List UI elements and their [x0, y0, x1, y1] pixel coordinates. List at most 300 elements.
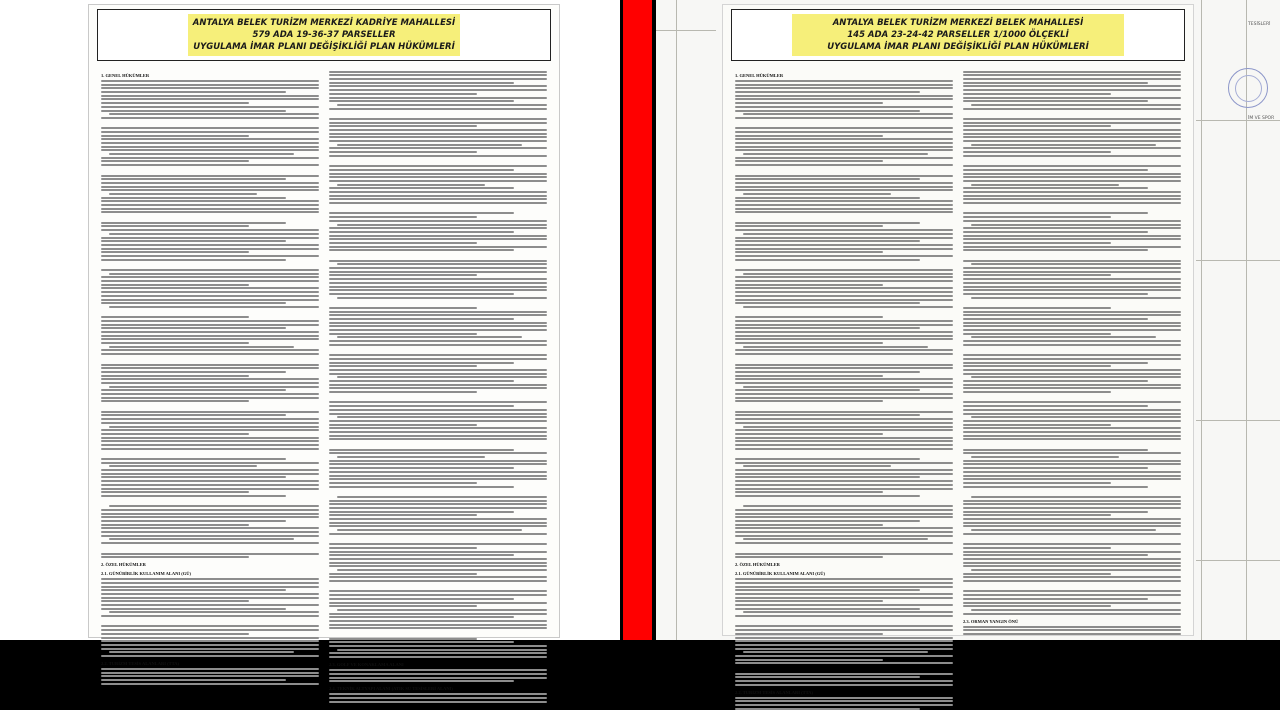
text-line: [735, 422, 953, 424]
text-line: [735, 142, 953, 144]
text-line: [735, 673, 953, 675]
text-line: [963, 605, 1111, 607]
text-line: [101, 422, 319, 424]
map-line: [1196, 420, 1280, 421]
paragraph-gap: [101, 499, 319, 504]
text-line: [101, 418, 319, 420]
text-line: [963, 293, 1148, 295]
paragraph-gap: [735, 404, 953, 409]
text-line: [735, 700, 953, 702]
text-line: [329, 93, 477, 95]
text-line: [329, 267, 547, 269]
text-line: [329, 624, 547, 626]
text-line: [735, 429, 953, 431]
text-line: [109, 651, 294, 653]
text-line: [329, 590, 547, 592]
right-title-line-1: ANTALYA BELEK TURİZM MERKEZİ BELEK MAHALLESİ: [832, 18, 1084, 28]
right-section-special: 2. ÖZEL HÜKÜMLER: [735, 562, 780, 568]
text-line: [101, 542, 319, 544]
text-line: [101, 535, 319, 537]
left-col2-lines-a: [329, 71, 547, 658]
text-line: [109, 386, 319, 388]
text-line: [963, 478, 1181, 480]
text-line: [963, 212, 1148, 214]
left-section-general: 1. GENEL HÜKÜMLER: [101, 73, 150, 78]
text-line: [963, 260, 1181, 262]
paragraph-gap: [963, 111, 1181, 116]
text-line: [101, 142, 319, 144]
text-line: [101, 615, 319, 617]
text-line: [101, 553, 319, 555]
paragraph-gap: [735, 546, 953, 551]
text-line: [735, 473, 953, 475]
text-line: [329, 677, 547, 679]
text-line: [735, 513, 953, 515]
text-line: [329, 82, 514, 84]
text-line: [329, 373, 547, 375]
text-line: [743, 346, 928, 348]
text-line: [337, 224, 547, 226]
left-title-highlight: [188, 14, 460, 56]
text-line: [971, 609, 1181, 611]
text-line: [329, 573, 477, 575]
text-line: [337, 529, 522, 531]
text-line: [963, 216, 1111, 218]
text-line: [735, 127, 953, 129]
text-line: [735, 704, 953, 706]
text-line: [963, 329, 1181, 331]
text-line: [963, 231, 1148, 233]
text-line: [735, 353, 953, 355]
text-line: [101, 160, 249, 162]
right-col1-lines-b: [735, 578, 953, 686]
text-line: [329, 133, 547, 135]
text-line: [735, 284, 883, 286]
text-line: [109, 153, 294, 155]
text-line: [735, 542, 953, 544]
text-line: [963, 435, 1181, 437]
text-line: [963, 409, 1181, 411]
text-line: [735, 200, 953, 202]
text-line: [329, 191, 547, 193]
text-line: [101, 259, 286, 261]
text-line: [963, 71, 1181, 73]
paragraph-gap: [101, 310, 319, 315]
text-line: [735, 364, 953, 366]
text-line: [329, 246, 547, 248]
text-line: [963, 85, 1181, 87]
text-line: [329, 314, 547, 316]
text-line: [735, 484, 953, 486]
left-title-line-3: UYGULAMA İMAR PLANI DEĞİŞİKLİĞİ PLAN HÜKÜMLERİ: [193, 42, 455, 52]
text-line: [963, 629, 1181, 631]
text-line: [743, 306, 953, 308]
paragraph-gap: [735, 499, 953, 504]
text-line: [743, 426, 953, 428]
text-line: [329, 147, 547, 149]
text-line: [735, 102, 883, 104]
text-line: [735, 593, 953, 595]
text-line: [329, 286, 547, 288]
text-line: [963, 565, 1181, 567]
text-line: [735, 327, 920, 329]
text-line: [963, 626, 1181, 628]
text-line: [963, 613, 1181, 615]
text-line: [971, 263, 1181, 265]
text-line: [963, 590, 1181, 592]
text-line: [337, 456, 485, 458]
text-line: [329, 202, 547, 204]
text-line: [963, 482, 1111, 484]
text-line: [963, 100, 1148, 102]
text-line: [101, 382, 319, 384]
text-line: [743, 651, 928, 653]
text-line: [735, 462, 953, 464]
map-line: [1196, 260, 1280, 261]
left-document-page: [88, 4, 560, 692]
text-line: [963, 543, 1181, 545]
text-line: [735, 697, 953, 699]
text-line: [735, 244, 953, 246]
paragraph-gap: [735, 262, 953, 267]
text-line: [101, 495, 286, 497]
paragraph-gap: [963, 253, 1181, 258]
text-line: [101, 527, 319, 529]
text-line: [329, 518, 547, 520]
text-line: [963, 554, 1148, 556]
paragraph-gap: [963, 537, 1181, 542]
text-line: [101, 516, 319, 518]
text-line: [101, 437, 319, 439]
text-line: [329, 627, 547, 629]
text-line: [329, 533, 547, 535]
text-line: [337, 569, 547, 571]
paragraph-gap: [101, 262, 319, 267]
text-line: [329, 673, 547, 675]
text-line: [329, 562, 547, 564]
text-line: [329, 652, 547, 654]
text-line: [329, 220, 547, 222]
text-line: [735, 276, 953, 278]
text-line: [329, 616, 514, 618]
text-line: [735, 637, 953, 639]
text-line: [101, 342, 249, 344]
paragraph-gap: [735, 666, 953, 671]
paragraph-gap: [735, 121, 953, 126]
right-column-1: [735, 69, 953, 695]
text-line: [963, 522, 1181, 524]
text-line: [963, 387, 1181, 389]
left-column-1: [101, 69, 319, 666]
left-col1-lines-b: [101, 578, 319, 657]
text-line: [101, 440, 319, 442]
text-line: [101, 248, 319, 250]
text-line: [101, 204, 319, 206]
text-line: [109, 113, 319, 115]
text-line: [101, 110, 286, 112]
text-line: [963, 463, 1181, 465]
paragraph-gap: [329, 300, 547, 305]
right-sub-gunubirlik: 2.1. GÜNÜBİRLİK KULLANIM ALANI (GÜ): [735, 571, 826, 577]
text-line: [101, 371, 286, 373]
text-line: [735, 556, 883, 558]
text-line: [971, 376, 1181, 378]
text-line: [735, 524, 883, 526]
text-line: [329, 460, 547, 462]
text-line: [735, 211, 953, 213]
text-line: [329, 431, 547, 433]
text-line: [963, 176, 1181, 178]
paragraph-gap: [963, 489, 1181, 494]
text-line: [735, 655, 953, 657]
text-line: [735, 225, 883, 227]
text-line: [963, 140, 1181, 142]
text-line: [963, 573, 1111, 575]
text-line: [329, 475, 547, 477]
text-line: [735, 520, 920, 522]
text-line: [329, 354, 547, 356]
text-line: [735, 488, 953, 490]
text-line: [337, 104, 547, 106]
text-line: [329, 344, 547, 346]
text-line: [963, 562, 1181, 564]
text-line: [735, 87, 953, 89]
text-line: [735, 248, 953, 250]
text-line: [101, 556, 249, 558]
text-line: [735, 338, 953, 340]
text-line: [101, 291, 319, 293]
text-line: [329, 605, 477, 607]
text-line: [963, 449, 1148, 451]
text-line: [735, 349, 953, 351]
text-line: [101, 476, 286, 478]
text-line: [963, 344, 1181, 346]
text-line: [101, 378, 319, 380]
text-line: [101, 429, 319, 431]
text-line: [735, 186, 953, 188]
text-line: [971, 569, 1181, 571]
text-line: [963, 136, 1181, 138]
text-line: [329, 543, 547, 545]
text-line: [735, 189, 953, 191]
text-line: [963, 307, 1111, 309]
text-line: [963, 78, 1181, 80]
text-line: [963, 195, 1181, 197]
text-line: [329, 452, 547, 454]
text-line: [101, 127, 319, 129]
text-line: [963, 633, 1181, 635]
text-line: [329, 384, 547, 386]
text-line: [101, 364, 319, 366]
text-line: [329, 638, 477, 640]
text-line: [101, 593, 319, 595]
text-line: [329, 195, 547, 197]
text-line: [329, 420, 547, 422]
text-line: [971, 336, 1156, 338]
text-line: [101, 640, 319, 642]
text-line: [101, 578, 319, 580]
paragraph-gap: [735, 168, 953, 173]
text-line: [735, 269, 953, 271]
text-line: [329, 641, 514, 643]
text-line: [101, 338, 319, 340]
paragraph-gap: [735, 451, 953, 456]
text-line: [101, 586, 319, 588]
text-line: [101, 672, 319, 674]
text-line: [329, 140, 547, 142]
text-line: [329, 293, 514, 295]
text-line: [329, 173, 547, 175]
text-line: [329, 340, 547, 342]
text-line: [735, 578, 953, 580]
text-line: [329, 680, 514, 682]
text-line: [101, 225, 249, 227]
paragraph-gap: [963, 442, 1181, 447]
text-line: [101, 255, 319, 257]
text-line: [963, 286, 1181, 288]
text-line: [329, 100, 514, 102]
text-line: [329, 238, 547, 240]
right-col1-lines-c: [735, 697, 953, 710]
text-line: [329, 507, 547, 509]
text-line: [329, 554, 514, 556]
text-line: [329, 180, 547, 182]
text-line: [329, 260, 547, 262]
text-line: [101, 331, 319, 333]
text-line: [963, 74, 1181, 76]
paragraph-gap: [101, 215, 319, 220]
text-line: [735, 586, 953, 588]
text-line: [963, 594, 1181, 596]
text-line: [735, 291, 953, 293]
text-line: [329, 522, 547, 524]
text-line: [735, 676, 920, 678]
text-line: [101, 91, 286, 93]
text-line: [735, 135, 883, 137]
text-line: [971, 297, 1181, 299]
paragraph-gap: [101, 451, 319, 456]
text-line: [735, 633, 883, 635]
text-line: [963, 122, 1181, 124]
right-col2-lines-b: [963, 626, 1181, 635]
text-line: [101, 135, 249, 137]
text-line: [963, 405, 1148, 407]
text-line: [101, 608, 286, 610]
text-line: [101, 280, 319, 282]
text-line: [963, 471, 1181, 473]
text-line: [735, 440, 953, 442]
text-line: [735, 302, 920, 304]
text-line: [963, 274, 1111, 276]
text-line: [101, 400, 249, 402]
text-line: [735, 146, 953, 148]
text-line: [963, 289, 1181, 291]
text-line: [963, 576, 1181, 578]
text-line: [735, 480, 953, 482]
text-line: [329, 249, 514, 251]
text-line: [971, 184, 1119, 186]
text-line: [101, 679, 286, 681]
text-line: [963, 500, 1181, 502]
paragraph-gap: [329, 348, 547, 353]
paragraph-gap: [101, 357, 319, 362]
paragraph-gap: [329, 159, 547, 164]
right-document-page: [722, 4, 1194, 695]
text-line: [735, 320, 953, 322]
paragraph-gap: [735, 357, 953, 362]
left-sub-golf: 2.3. GOLF VE KONAKLAMA ALANI: [329, 662, 404, 668]
text-line: [329, 401, 547, 403]
text-line: [735, 149, 953, 151]
text-line: [329, 85, 547, 87]
text-line: [735, 110, 920, 112]
text-line: [735, 640, 953, 642]
text-line: [337, 376, 547, 378]
text-line: [963, 180, 1181, 182]
text-line: [101, 164, 319, 166]
text-line: [329, 580, 547, 582]
text-line: [329, 318, 514, 320]
text-line: [963, 311, 1181, 313]
text-line: [963, 475, 1181, 477]
text-line: [963, 369, 1181, 371]
text-line: [101, 244, 319, 246]
text-line: [329, 482, 477, 484]
text-line: [337, 609, 547, 611]
text-line: [329, 380, 514, 382]
text-line: [743, 538, 928, 540]
text-line: [337, 416, 547, 418]
text-line: [329, 427, 547, 429]
text-line: [337, 297, 547, 299]
text-line: [101, 488, 319, 490]
text-line: [735, 644, 953, 646]
left-title-line-1: ANTALYA BELEK TURİZM MERKEZİ KADRİYE MAHALLESİ: [192, 18, 456, 28]
text-line: [329, 602, 547, 604]
text-line: [963, 518, 1181, 520]
text-line: [109, 465, 257, 467]
paragraph-gap: [329, 584, 547, 589]
text-line: [329, 231, 514, 233]
text-line: [329, 325, 547, 327]
text-line: [963, 340, 1181, 342]
text-line: [963, 97, 1181, 99]
text-line: [735, 138, 953, 140]
paragraph-gap: [329, 489, 547, 494]
text-line: [101, 138, 319, 140]
text-line: [963, 507, 1181, 509]
text-line: [329, 500, 547, 502]
text-line: [337, 144, 522, 146]
text-line: [329, 511, 514, 513]
text-line: [101, 80, 319, 82]
text-line: [101, 349, 319, 351]
text-line: [735, 204, 953, 206]
text-line: [101, 269, 319, 271]
paragraph-gap: [329, 537, 547, 542]
text-line: [101, 299, 319, 301]
text-line: [101, 149, 319, 151]
left-sub-gunubirlik: 2.1. GÜNÜBİRLİK KULLANIM ALANI (GÜ): [101, 571, 192, 577]
left-title-line-2: 579 ADA 19-36-37 PARSELLER: [252, 30, 396, 40]
text-line: [735, 378, 953, 380]
text-line: [101, 200, 319, 202]
text-line: [971, 224, 1181, 226]
text-line: [963, 533, 1181, 535]
text-line: [735, 80, 953, 82]
paragraph-gap: [735, 619, 953, 624]
text-line: [101, 182, 319, 184]
